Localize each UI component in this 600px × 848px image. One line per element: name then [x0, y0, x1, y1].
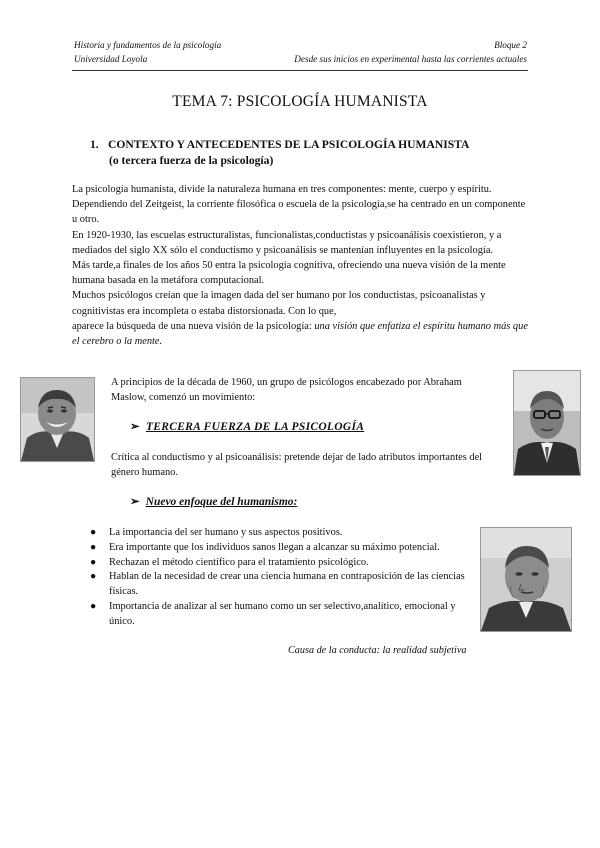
page-title: TEMA 7: PSICOLOGÍA HUMANISTA — [172, 93, 428, 110]
intro-text: A principios de la década de 1960, un grupo de psicólogos encabezado por Abraham Maslow, comenzó un movimiento: — [111, 377, 462, 403]
arrow-icon: ➢ — [130, 421, 140, 433]
subheading-third-force — [130, 419, 364, 433]
portrait-photo-bottom — [480, 527, 572, 632]
list-item-text: Rechazan el método científico para el tratamiento psicológico. — [109, 556, 369, 568]
header-right — [294, 38, 527, 66]
paragraph: La psicología humanista, divide la naturaleza humana en tres componentes: mente, cuerpo y espíritu. — [72, 184, 492, 195]
portrait-photo-right — [513, 370, 581, 476]
paragraph: En 1920-1930, las escuelas estructuralistas, funcionalistas,conductistas y psicoanálisis coexistieron, y a mediados del siglo XX sólo el conductismo y psicoanálisis se mantenían influyentes en la psicología. — [72, 229, 502, 256]
humanism-bullet-list — [90, 526, 465, 630]
list-item — [90, 541, 465, 556]
list-item — [90, 556, 465, 571]
subheading-new-approach — [130, 494, 297, 508]
paragraph: Dependiendo del Zeitgeist, la corriente filosófica o escuela de la psicología,se ha centrado en un componente u otro. — [72, 199, 526, 226]
list-item — [90, 570, 465, 600]
arrow-icon: ➢ — [130, 496, 140, 508]
body-text — [72, 182, 532, 349]
bullet-icon: ● — [90, 541, 97, 553]
subheading-third-force-text: TERCERA FUERZA DE LA PSICOLOGÍA — [145, 421, 365, 433]
paragraph: Más tarde,a finales de los años 50 entra la psicología cognitiva, ofreciendo una nueva visión de la mente humana basada en la metáfora computacional. — [72, 260, 506, 287]
section-title: CONTEXTO Y ANTECEDENTES DE LA PSICOLOGÍA HUMANISTA — [108, 138, 470, 151]
header-block: Bloque 2 — [494, 40, 527, 50]
header-divider — [72, 70, 528, 71]
portrait-photo-left — [20, 377, 95, 462]
header-university: Universidad Loyola — [74, 54, 148, 64]
bullet-icon: ● — [90, 527, 97, 538]
subheading-new-approach-text: Nuevo enfoque del humanismo: — [145, 496, 298, 508]
header-subtitle: Desde sus inicios en experimental hasta las corrientes actuales — [294, 54, 527, 64]
header-left — [74, 38, 221, 66]
list-item-text: La importancia del ser humano y sus aspectos positivos. — [109, 527, 343, 538]
bullet-icon: ● — [90, 571, 97, 583]
behavior-cause-note: Causa de la conducta: la realidad subjetiva — [288, 645, 467, 656]
paragraph-final-text: aparece la búsqueda de una nueva visión de la psicología: — [72, 320, 315, 332]
section-subtitle: (o tercera fuerza de la psicología) — [109, 154, 274, 167]
bullet-icon: ● — [90, 600, 97, 612]
list-item — [90, 526, 465, 541]
section-number: 1. — [90, 138, 99, 151]
bullet-icon: ● — [90, 556, 97, 568]
paragraph-final — [72, 319, 532, 349]
header-course: Historia y fundamentos de la psicología — [74, 40, 222, 50]
critique-text: Crítica al conductismo y al psicoanálisis: pretende dejar de lado atributos importantes del género humano. — [111, 452, 483, 478]
paragraph-emphasis: una visión que enfatiza el espíritu humano más que el cerebro o la mente. — [72, 320, 528, 348]
list-item — [90, 600, 465, 630]
list-item-text: Hablan de la necesidad de crear una ciencia humana en contraposición de las ciencias físicas. — [109, 571, 465, 598]
list-item-text: Importancia de analizar al ser humano como un ser selectivo,analítico, emocional y único. — [109, 600, 456, 627]
section-heading — [90, 137, 469, 169]
paragraph: Muchos psicólogos creían que la imagen dada del ser humano por los conductistas, psicoanalistas y cognitivistas era incompleta o estaba distorsionada. Con lo que, — [72, 290, 486, 317]
list-item-text: Era importante que los individuos sanos llegan a alcanzar su máximo potencial. — [109, 541, 440, 553]
